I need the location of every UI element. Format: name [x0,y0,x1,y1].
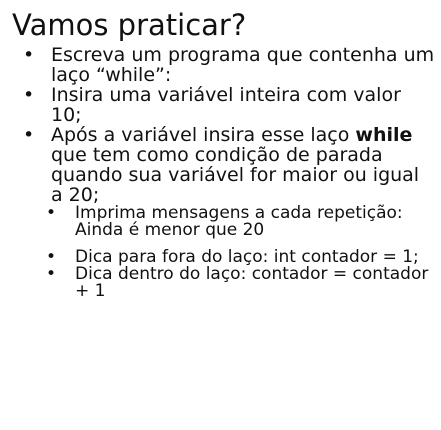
item-text-after: que tem como condição de parada quando sua variável for maior ou igual a 20; [51,144,420,206]
list-item-insert-variable [0,85,441,125]
bullet-icon: • [23,44,35,66]
while-keyword: while [355,124,413,146]
item-text: Insira uma variável inteira com valor 10; [51,84,401,126]
sub-item-print-message [0,205,435,239]
sub-item-text: Imprima mensagens a cada repetição: Ainda é menor que 20 [75,203,403,240]
item-text: Escreva um programa que contenha um laço “while”: [51,44,435,86]
bullet-icon: • [23,84,35,106]
exercise-list [0,45,441,300]
list-item-while-loop [0,125,441,300]
bullet-icon: • [46,247,57,267]
item-text-before: Após a variável insira esse laço [51,124,356,146]
sub-item-text: Dica dentro do laço: contador = contador + 1 [75,264,429,301]
sub-list [46,203,435,301]
bullet-icon: • [46,203,57,223]
bullet-icon: • [23,124,35,146]
bullet-icon: • [46,264,57,284]
slide-title: Vamos praticar? [12,8,247,42]
list-item-write-program [0,45,441,85]
sub-item-text: Dica para fora do laço: int contador = 1; [75,247,419,267]
sub-item-hint-inside [0,266,435,300]
